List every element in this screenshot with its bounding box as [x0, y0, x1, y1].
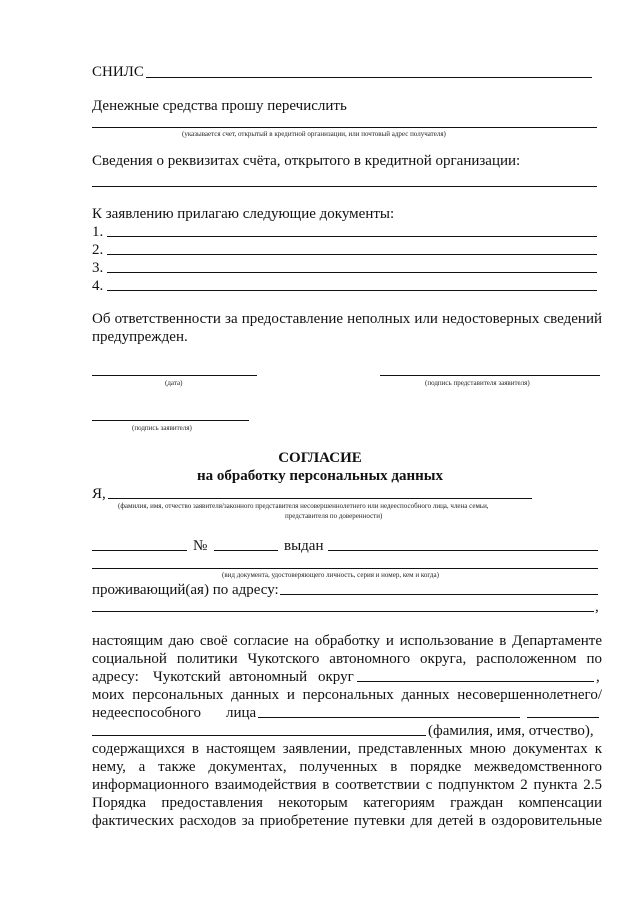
consent-name-field[interactable]	[108, 498, 532, 499]
doc-issued-field[interactable]	[328, 550, 598, 551]
account-field[interactable]	[92, 186, 597, 187]
attachment-field-1[interactable]	[107, 236, 597, 237]
applicant-signature-field[interactable]	[92, 420, 249, 421]
address-field-2[interactable]	[92, 611, 594, 612]
doc-issued-label: выдан	[284, 538, 324, 554]
attachments-label: К заявлению прилагаю следующие документы:	[92, 206, 395, 222]
consent-body-line-1: настоящим даю своё согласие на обработку и использование в Департаменте	[92, 633, 602, 649]
attachment-field-3[interactable]	[107, 272, 597, 273]
account-label: Сведения о реквизитах счёта, открытого в кредитной организации:	[92, 153, 521, 169]
consent-body-line-9: информационного взаимодействия в соответствии с подпунктом 2 пункта 2.5	[92, 777, 602, 793]
attachment-number-2: 2.	[92, 242, 104, 258]
snils-field[interactable]	[146, 77, 592, 78]
doc-number-sign: №	[193, 538, 208, 554]
consent-address-detail-field[interactable]	[357, 681, 594, 682]
date-field[interactable]	[92, 375, 257, 376]
responsibility-line-1: Об ответственности за предоставление неполных или недостоверных сведений	[92, 311, 602, 327]
attachment-number-3: 3.	[92, 260, 104, 276]
payment-hint: (указывается счет, открытый в кредитной организации, или почтовый адрес получателя)	[182, 130, 446, 138]
address-comma: ,	[595, 599, 599, 615]
consent-body-region-1: Чукотский	[153, 669, 221, 685]
minor-name-field-end[interactable]	[527, 717, 599, 718]
consent-body-line-2: социальной политики Чукотского автономного округа, расположенном по	[92, 651, 602, 667]
doc-number-field[interactable]	[214, 550, 278, 551]
applicant-signature-hint: (подпись заявителя)	[132, 424, 192, 432]
payment-field[interactable]	[92, 127, 597, 128]
representative-signature-hint: (подпись представителя заявителя)	[425, 379, 530, 387]
payment-label: Денежные средства прошу перечислить	[92, 98, 347, 114]
address-field[interactable]	[280, 594, 598, 595]
minor-name-field[interactable]	[258, 717, 520, 718]
consent-body-line-8: нему, а также документах, полученных в порядке межведомственного	[92, 759, 602, 775]
consent-body-line-10: Порядка предоставления некоторым категориям граждан компенсации	[92, 795, 602, 811]
doc-type-field[interactable]	[92, 550, 187, 551]
consent-body-person: лица	[226, 705, 257, 721]
consent-body-address-label: адресу:	[92, 669, 139, 685]
doc-hint: (вид документа, удостоверяющего личность, серия и номер, кем и когда)	[222, 571, 439, 579]
consent-body-line-4: моих персональных данных и персональных данных несовершеннолетнего/	[92, 687, 602, 703]
consent-subtitle: на обработку персональных данных	[197, 468, 443, 484]
consent-body-line-7: содержащихся в настоящем заявлении, представленных мною документах к	[92, 741, 602, 757]
consent-body-region-3: округ	[318, 669, 354, 685]
consent-name-hint-1: (фамилия, имя, отчество заявителя/законного представителя несовершеннолетнего или недееспособного лица, члена семьи,	[118, 502, 489, 510]
consent-body-comma: ,	[596, 669, 600, 685]
consent-name-hint-2: представителя по доверенности)	[285, 512, 383, 520]
date-hint: (дата)	[165, 379, 183, 387]
attachment-number-4: 4.	[92, 278, 104, 294]
consent-body-fio: (фамилия, имя, отчество),	[428, 723, 594, 739]
attachment-field-4[interactable]	[107, 290, 597, 291]
consent-title: СОГЛАСИЕ	[278, 450, 362, 466]
consent-i-label: Я,	[92, 486, 106, 502]
consent-body-line-11: фактических расходов за приобретение путевки для детей в оздоровительные	[92, 813, 602, 829]
attachment-number-1: 1.	[92, 224, 104, 240]
representative-signature-field[interactable]	[380, 375, 600, 376]
consent-body-region-2: автономный	[229, 669, 308, 685]
attachment-field-2[interactable]	[107, 254, 597, 255]
minor-name-field-2[interactable]	[92, 735, 426, 736]
responsibility-line-2: предупрежден.	[92, 329, 188, 345]
consent-body-incapable: недееспособного	[92, 705, 201, 721]
snils-label: СНИЛС	[92, 64, 144, 80]
residing-label: проживающий(ая) по адресу:	[92, 582, 279, 598]
doc-details-field[interactable]	[92, 568, 598, 569]
